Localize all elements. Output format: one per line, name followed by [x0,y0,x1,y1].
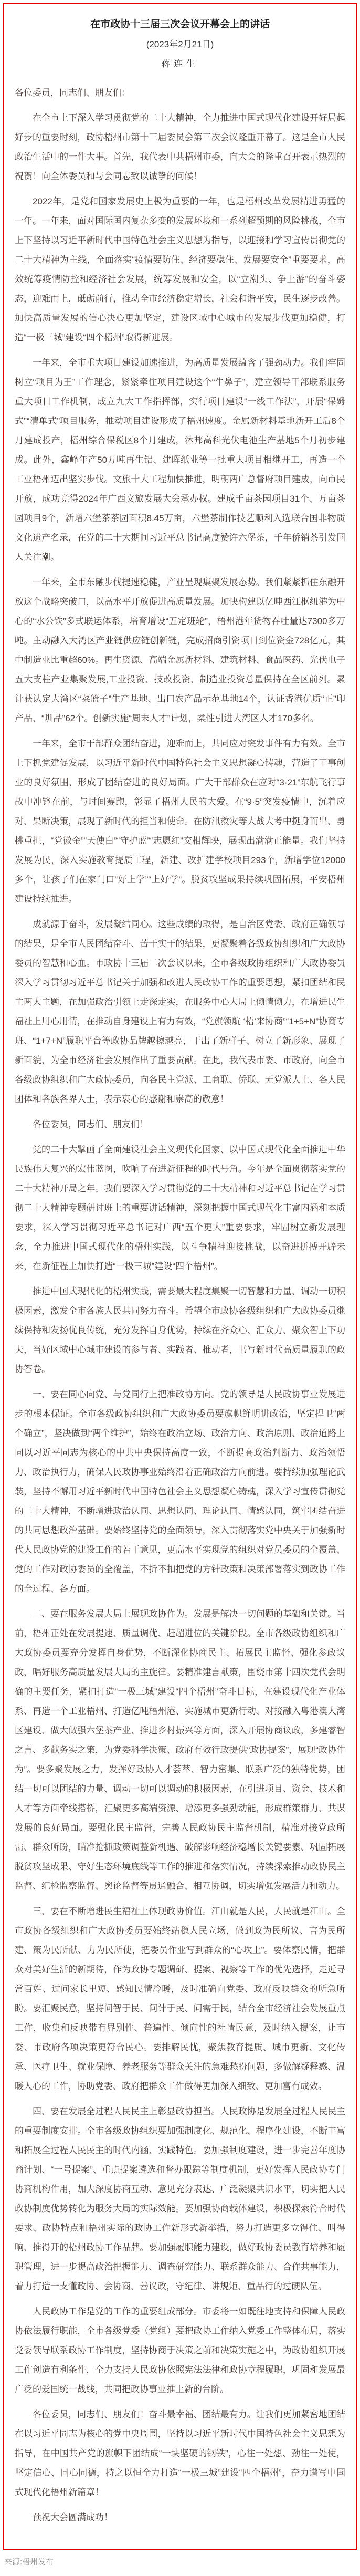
document-border-box [3,3,357,2550]
document-author: 蒋连生 [161,59,199,69]
paragraph-greeting: 各位委员，同志们、朋友们！ [33,1119,149,1130]
source-label: 来源:梧州发布 [4,2558,54,2567]
article-page [0,3,360,2568]
paragraph: 推进中国式现代化的梧州实践，需要最大程度集聚一切智慧和力量、调动一切积极因素，激发全市各族人民共同努力奋斗。希望全市政协各级组织和广大政协委员继续保持和发扬优良传统，充分发挥自身优势，持续在齐众心、汇众力、聚众智上下功夫，当好区域中心城市建设的参与者、实践者、推动者，书写新时代高质量履职的政协答卷。 [15,1286,345,1375]
paragraph: 在全市上下深入学习贯彻党的二十大精神，全力推进中国式现代化建设开好局起好步的重要时刻，政协梧州市第十三届委员会第三次会议隆重开幕了。这是全市人民政治生活中的一件大事。首先，我代表中共梧州市委，向大会的隆重召开表示热烈的祝贺！向全体委员和与会同志致以诚挚的问候！ [15,113,345,182]
paragraph: 成就源于奋斗，发展凝结同心。这些成绩的取得，是自治区党委、政府正确领导的结果，是全市人民团结奋斗、苦干实干的结果，更凝聚着各级政协组织和广大政协委员的智慧和心血。市政协十三届二次会议以来，全市各级政协组织和广大政协委员深入学习贯彻习近平总书记关于加强和改进人民政协工作的重要思想，紧扣团结和民主两大主题，在加强政治引领上走深走实，在服务中心大局上倾情倾力，在增进民生福祉上用心用情，在推动自身建设上有力有效，“党旗领航 ‘梧’来协商”“1+5+N”协商专班、“1+7+N”履职平台等政协品牌越擦越亮，干出了新样子、树立了新形象、展现了新面貌，为全市经济社会发展作出了重要贡献。在此，我代表市委、市政府，向全市各级政协组织和广大政协委员，向各民主党派、工商联、侨联、无党派人士、各人民团体和各族各界人士，表示衷心的感谢和崇高的敬意！ [15,919,345,1105]
paragraph-section-2: 二、要在服务发展大局上展现政协作为。发展是解决一切问题的基础和关键。当前，梧州正处在发展提速、质量调优、赶超进位的关键阶段。全市各级政协组织和广大政协委员要充分发挥自身优势，不断深化协商民主、拓展民主监督、强化参政议政，唱好服务高质量发展大局的主旋律。要精准建言献策，围绕市第十四次党代会明确的主要任务，紧扣打造“一极三城”建设“四个梧州”奋斗目标，在建设现代化产业体系、再造一个工业梧州、打造亿吨梧州港、实施城市更新行动、对接融入粤港澳大湾区建设、做大做强六堡茶产业、推进乡村振兴等方面，深入开展协商议政，多建睿智之言、多献务实之策，为党委科学决策、政府有效行政提供“政协提案”，展现“政协作为”。要多聚发展之力，发挥好政协人才荟萃、智力密集、联系广泛的独特优势，团结一切可以团结的力量、调动一切可以调动的积极因素，在引进项目、资金、技术和人才等方面牵线搭桥，汇聚更多高端资源、增添更多强劲动能，形成群策群力、共谋发展的良好局面。要强化民主监督，完善人民政协民主监督机制，精准对接党政所需、群众所盼，瞄准抢抓政策调整新机遇、破解影响经济稳增长关键要素、巩固拓展脱贫攻坚成果、守好生态环境底线等工作的推进和落实情况，持续探索推动政协民主监督、纪检监察监督、舆论监督等贯通融合、相互协调，切实增强发展活力和动力。 [15,1609,345,1892]
paragraph-section-3: 三、要在不断增进民生福祉上体现政协价值。江山就是人民，人民就是江山。全市政协各级组织和广大政协委员要始终站稳人民立场，做到政为民所议、言为民所建、策为民所献、力为民所使，把委员作业写到群众的“心坎上”。要体察民情，把群众对美好生活的新期待，作为政协专题调研、提案、视察等工作的优先选择，走近寻常百姓、过问家长里短、感知民情冷暖，及时准确向党委、政府反映群众的所急所盼。要汇聚民意，坚持问智于民、问计于民、问需于民，结合全市经济社会发展重点工作，收集和反映带有界别性、普遍性、倾向性的社情民意，及时纳入提案，让市委、市政府各项决策更符合民心。要排解民忧，聚焦教育提质、城市更新、文化传承、医疗卫生、就业保障、养老服务等群众关注的急难愁盼问题，多做解疑释惑、温暖人心的工作，协助党委、政府把群众工作做得更加深入细致、更加富有成效。 [15,1906,345,2092]
paragraph: 各位委员，同志们、朋友们！奋斗最幸福、团结最有力。让我们更加紧密地团结在以习近平同志为核心的党中央周围，坚持以习近平新时代中国特色社会主义思想为指导，在中国共产党的旗帜下团结成“一块坚硬的钢铁”，心往一处想、劲往一处使，坚定信心、同心同德，持之以恒全力打造“一极三城”建设“四个梧州”，奋力谱写中国式现代化梧州新篇章！ [15,2409,345,2498]
paragraph: 一年来，全市东融步伐提速稳健，产业呈现集聚发展态势。我们紧紧抓住东融开放这个战略突破口，以高水平开放促进高质量发展。加快构建以亿吨西江枢纽港为中心的“水公铁”多式联运体系，培育增设“五定班轮”，梧州港年货物吞吐量达7300多万吨。主动融入大湾区产业链供应链创新链，完成招商引资项目到位资金728亿元，其中制造业比重超60%。再生资源、高端金属新材料、建筑材料、食品医药、光伏电子五大支柱产业集聚发展,工业投资、技改投资、制造业投资总量保持在全区前列。累计获认定大湾区“菜篮子”生产基地、出口农产品示范基地14个，认证香港优质“正”印产品、“圳品”62个。创新实施“周末人才”计划，柔性引进大湾区人才170多名。 [15,577,345,724]
paragraph: 党的二十大擘画了全面建设社会主义现代化国家、以中国式现代化全面推进中华民族伟大复兴的宏伟蓝图，吹响了奋进新征程的时代号角。今年是全面贯彻落实党的二十大精神开局之年。我们要深入学习贯彻党的二十大精神和习近平总书记在学习贯彻二十大精神专题研讨班上的重要讲话精神，深刻把握中国式现代化丰富内涵和本质要求，深入学习贯彻习近平总书记对广西“五个更大”重要要求，牢固树立新发展理念，全力推进中国式现代化的梧州实践，以斗争精神迎接挑战，以奋进拼搏开辟未来，在新征程上加快打造“一极三城”建设“四个梧州”。 [15,1145,345,1272]
document-body [15,83,345,2527]
paragraph: 人民政协工作是党的工作的重要组成部分。市委将一如既往地支持和保障人民政协依法履行职能，全市各级党委（党组）要把政协工作纳入党委工作整体布局，落实党委领导联系政协工作制度，坚持协商于决策之前和决策实施之中，为政协组织开展工作创造有利条件，全力支持人民政协依照宪法法律和政协章程履职，巩固和发展最广泛的爱国统一战线，共同把政协事业推上新的台阶。 [15,2307,345,2395]
document-title: 在市政协十三届三次会议开幕会上的讲话 [90,19,270,30]
document-date: (2023年2月21日) [146,39,214,49]
paragraph-section-4: 四、要在发展全过程人民民主上彰显政协担当。人民政协是发展全过程人民民主的重要制度安排。全市各级政协组织要加强制度化、规范化、程序化建设，不断丰富和拓展全过程人民民主的时代内涵、实践特色。要加强制度建设，进一步完善年度协商计划、“一号提案”、重点提案遴选和督办跟踪等制度机制，更好发挥人民政协专门协商机构作用，加大深度协商互动、意见充分表达、广泛凝聚共识水平，切实把人民政协制度优势转化为服务大局的实际效能。要加强协商载体建设，积极探索符合时代要求、政协特点和梧州实际的政协工作新形式新举措，努力打造更多立得住、叫得响、推得开的梧州政协工作品牌。要加强履职能力建设，做好政协委员教育培养和履职管理，进一步提高政治把握能力、调查研究能力、联系群众能力、合作共事能力，着力打造一支懂政协、会协商、善议政，守纪律、讲规矩、重品行的过硬队伍。 [15,2106,345,2292]
paragraph: 一年来，全市干部群众团结奋进，迎难而上，共同应对突发事件有力有效。全市上下抓党建促发展，以习近平新时代中国特色社会主义思想凝心铸魂，营造了干事创业的良好氛围，形成了团结奋进的良好局面。广大干部群众在应对“3·21”东航飞行事故中冲锋在前，与时间赛跑，彰显了梧州人民的大爱。在“9·5”突发疫情中，沉着应对、果断决策，展现了新时代的担当和使命。在防汛救灾等大战大考中挺身而出、勇挑重担，“党徽金”“天使白”“守护蓝”“志愿红”交相辉映，展现出满满正能量。我们坚持发展为民，深入实施教育提质工程，新建、改扩建学校项目293个，新增学位12000多个，让孩子们在家门口“好上学”“上好学”。脱贫攻坚成果持续巩固拓展，平安梧州建设持续推进。 [15,739,345,905]
paragraph-section-1: 一、要在同心向党、与党同行上把准政协方向。党的领导是人民政协事业发展进步的根本保证。全市各级政协组织和广大政协委员要旗帜鲜明讲政治，坚定捍卫“两个确立”，坚决做到“两个维护”，始终在政治立场、政治方向、政治原则、政治道路上同以习近平同志为核心的中共中央保持高度一致，不断提高政治判断力、政治领悟力、政治执行力，确保人民政协事业始终沿着正确政治方向前进。要持续加强理论武装，坚持不懈用习近平新时代中国特色社会主义思想凝心铸魂，深入学习宣传贯彻党的二十大精神，不断增进政治认同、思想认同、理论认同、情感认同，筑牢团结奋进的共同思想政治基础。要始终坚持党的全面领导，深入贯彻落实党中央关于加强新时代人民政协党的建设工作的若干意见，更高水平实现党的组织对党员委员的全覆盖、党的工作对政协委员的全覆盖，不折不扣把党的方针政策和决策部署落实到政协工作的全过程、各方面。 [15,1389,345,1594]
paragraph: 一年来，全市重大项目建设加速推进，为高质量发展蕴含了强劲动力。我们牢固树立“项目为王”工作理念，紧紧牵住项目建设这个“牛鼻子”，建立领导干部联系服务重大项目工作机制，成立九大工作指挥部，实行项目建设“一线工作法”，开展“保姆式”“清单式”项目服务，推动项目建设形成了梧州速度。金属新材料基地新开工后8个月建成投产，梧州综合保税区8个月建成，沐邦高科光伏电池生产基地5个月初步建成。此外，鑫峰年产50万吨再生铝、建晖纸业等一批重大项目相继开工，再造一个工业梧州迈出坚实步伐。文旅十大工程加快推进，明朝两广总督府项目建成，向市民开放，成功竞得2024年广西文旅发展大会承办权。建成千亩茶园项目31个、万亩茶园项目9个，新增六堡茶茶园面积8.45万亩，六堡茶制作技艺顺利入选联合国非物质文化遗产名录，在党的二十大期间习近平总书记高度赞许六堡茶，千年侨销茶引发国人关注潮。 [15,358,345,563]
paragraph-closing: 预祝大会圆满成功！ [33,2512,113,2523]
paragraph-greeting: 各位委员，同志们、朋友们： [15,88,131,98]
paragraph: 2022年，是党和国家发展史上极为重要的一年，也是梧州改革发展精进勇猛的一年。一年来，面对国际国内复杂多变的发展环境和一系列超预期的风险挑战，全市上下坚持以习近平新时代中国特色社会主义思想为指导，以迎接和学习宣传贯彻党的二十大精神为主线，全面落实“疫情要防住、经济要稳住、发展要安全”重要要求，高效统筹疫情防控和经济社会发展，统筹发展和安全，以“立潮头、争上游”的奋斗姿态，迎难而上，砥砺前行，推动全市经济稳定增长，社会和谐平安，民生逐步改善。加快高质量发展的信心决心更加坚定，建设区域中心城市的发展步伐更加稳健，打造“一极三城”建设“四个梧州”取得新进展。 [15,196,345,343]
